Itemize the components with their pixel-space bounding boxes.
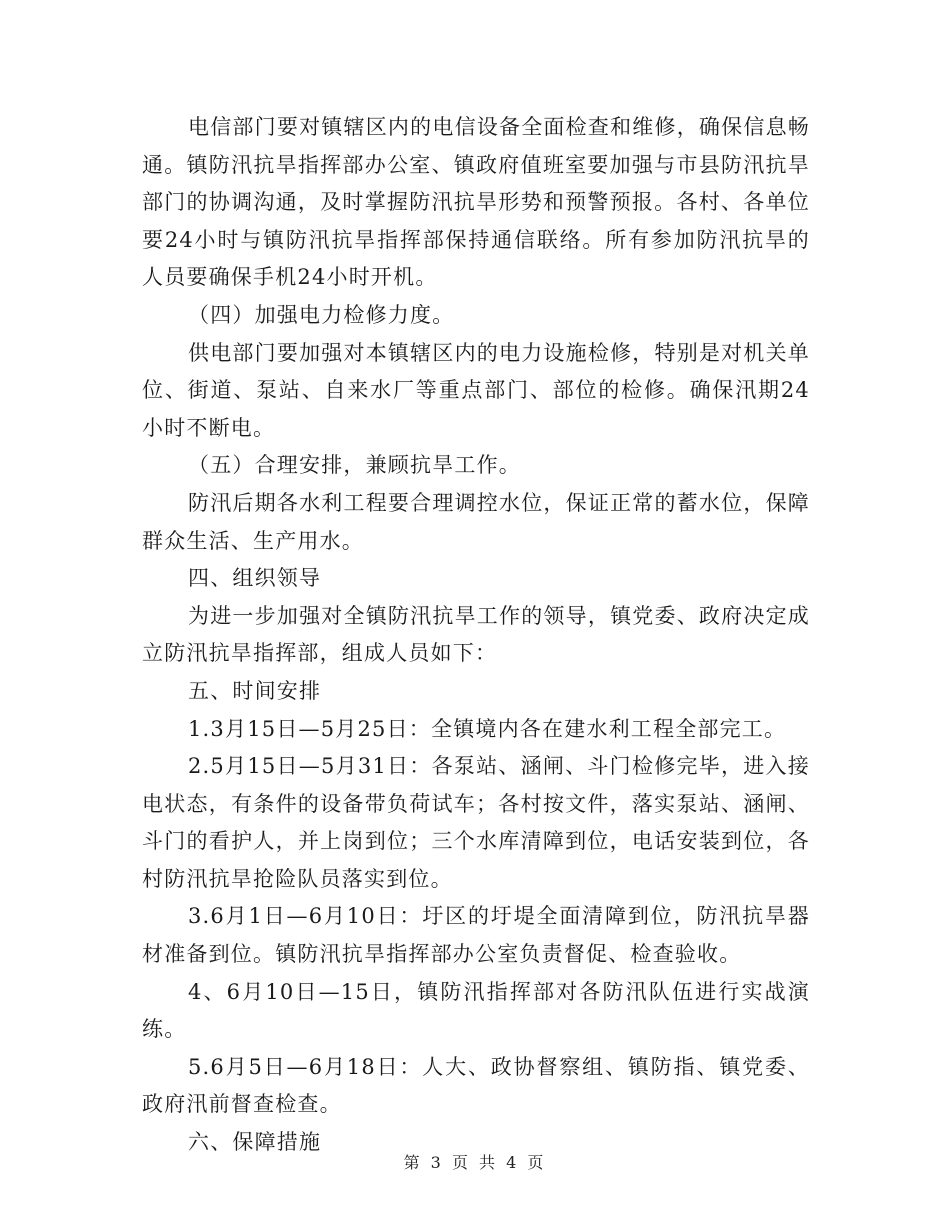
page-number-footer: 第 3 页 共 4 页 bbox=[403, 1153, 547, 1172]
heading-drought-work: （五）合理安排，兼顾抗旱工作。 bbox=[188, 453, 521, 478]
paragraph-water-level: 防汛后期各水利工程要合理调控水位，保证正常的蓄水位，保障群众生活、生产用水。 bbox=[142, 490, 810, 553]
paragraph-telecom: 电信部门要对镇辖区内的电信设备全面检查和维修，确保信息畅通。镇防汛抗旱指挥部办公室、镇政府值班室要加强与市县防汛抗旱部门的协调沟通，及时掌握防汛抗旱形势和预警预报。各村、各单位要24小时与镇防汛抗旱指挥部保持通信联络。所有参加防汛抗旱的人员要确保手机24小时开机。 bbox=[142, 115, 810, 290]
schedule-item-3: 3.6月1日—6月10日：圩区的圩堤全面清障到位，防汛抗旱器材准备到位。镇防汛抗旱指挥部办公室负责督促、检查验收。 bbox=[142, 904, 810, 967]
heading-power-maintenance: （四）加强电力检修力度。 bbox=[188, 302, 455, 327]
paragraph-power: 供电部门要加强对本镇辖区内的电力设施检修，特别是对机关单位、街道、泵站、自来水厂等重点部门、部位的检修。确保汛期24小时不断电。 bbox=[142, 340, 810, 440]
heading-safeguards: 六、保障措施 bbox=[188, 1130, 322, 1155]
schedule-item-2: 2.5月15日—5月31日：各泵站、涵闸、斗门检修完毕，进入接电状态，有条件的设备带负荷试车；各村按文件，落实泵站、涵闸、斗门的看护人，并上岗到位；三个水库清障到位，电话安装到位，各村防汛抗旱抢险队员落实到位。 bbox=[142, 754, 810, 891]
heading-organization: 四、组织领导 bbox=[188, 566, 322, 591]
schedule-item-4: 4、6月10日—15日，镇防汛指挥部对各防汛队伍进行实战演练。 bbox=[142, 979, 810, 1042]
document-body bbox=[142, 109, 810, 1162]
schedule-item-1: 1.3月15日—5月25日：全镇境内各在建水利工程全部完工。 bbox=[188, 716, 787, 741]
schedule-item-5: 5.6月5日—6月18日：人大、政协督察组、镇防指、镇党委、政府汛前督查检查。 bbox=[142, 1054, 810, 1117]
paragraph-command-center: 为进一步加强对全镇防汛抗旱工作的领导，镇党委、政府决定成立防汛抗旱指挥部，组成人员如下： bbox=[142, 603, 810, 666]
heading-schedule: 五、时间安排 bbox=[188, 678, 322, 703]
